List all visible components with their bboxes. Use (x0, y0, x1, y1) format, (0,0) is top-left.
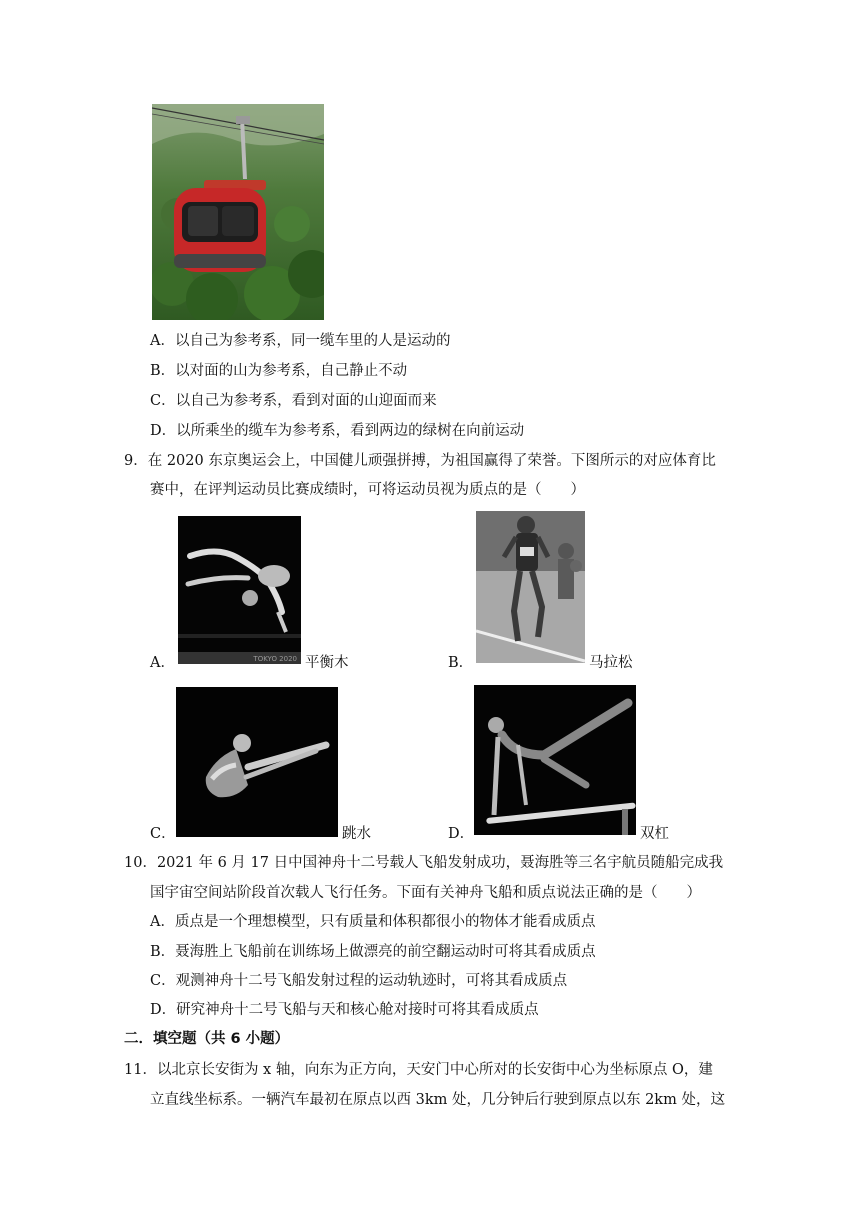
q9-choice-d-letter: D． (448, 826, 475, 842)
q8-option-d: D．以所乘坐的缆车为参考系，看到两边的绿树在向前运动 (150, 423, 525, 439)
diving-photo (176, 687, 338, 837)
q9-choice-d-caption: 双杠 (640, 826, 669, 842)
q9-choice-b-letter: B． (448, 655, 474, 671)
q10-option-b: B．聂海胜上飞船前在训练场上做漂亮的前空翻运动时可将其看成质点 (150, 944, 596, 960)
q9-choice-a-letter: A． (150, 655, 175, 671)
q9-choice-c-letter: C． (150, 826, 176, 842)
q10-option-a: A．质点是一个理想模型，只有质量和体积都很小的物体才能看成质点 (150, 914, 596, 930)
q9-choice-c-caption: 跳水 (342, 826, 371, 842)
marathon-photo (476, 511, 585, 663)
q8-option-a: A．以自己为参考系，同一缆车里的人是运动的 (150, 333, 451, 349)
balance-beam-photo (178, 516, 301, 664)
section-heading: 二．填空题（共 6 小题） (124, 1031, 290, 1047)
q10-option-d: D．研究神舟十二号飞船与天和核心舱对接时可将其看成质点 (150, 1002, 539, 1018)
q9-choice-a-caption: 平衡木 (305, 655, 349, 671)
parallel-bars-photo (474, 685, 636, 835)
q9-stem-line2: 赛中，在评判运动员比赛成绩时，可将运动员视为质点的是（ ） (150, 482, 585, 498)
cable-car-photo (152, 104, 324, 320)
q9-stem-line1: 9．在 2020 东京奥运会上，中国健儿顽强拼搏，为祖国赢得了荣誉。下图所示的对应体育比 (124, 453, 716, 469)
q8-option-c: C．以自己为参考系，看到对面的山迎面而来 (150, 393, 437, 409)
q10-stem-line1: 10．2021 年 6 月 17 日中国神舟十二号载人飞船发射成功，聂海胜等三名宇航员随船完成我 (124, 855, 724, 871)
q10-option-c: C．观测神舟十二号飞船发射过程的运动轨迹时，可将其看成质点 (150, 973, 568, 989)
q10-stem-line2: 国宇宙空间站阶段首次载人飞行任务。下面有关神舟飞船和质点说法正确的是（ ） (150, 885, 701, 901)
q11-stem-line1: 11．以北京长安街为 x 轴，向东为正方向，天安门中心所对的长安街中心为坐标原点 O，建 (124, 1062, 713, 1078)
q11-stem-line2: 立直线坐标系。一辆汽车最初在原点以西 3km 处，几分钟后行驶到原点以东 2km 处，这 (150, 1092, 725, 1108)
q9-choice-b-caption: 马拉松 (589, 655, 633, 671)
q8-option-b: B．以对面的山为参考系，自己静止不动 (150, 363, 408, 379)
tokyo-2020-watermark: TOKYO 2020 (253, 655, 297, 663)
